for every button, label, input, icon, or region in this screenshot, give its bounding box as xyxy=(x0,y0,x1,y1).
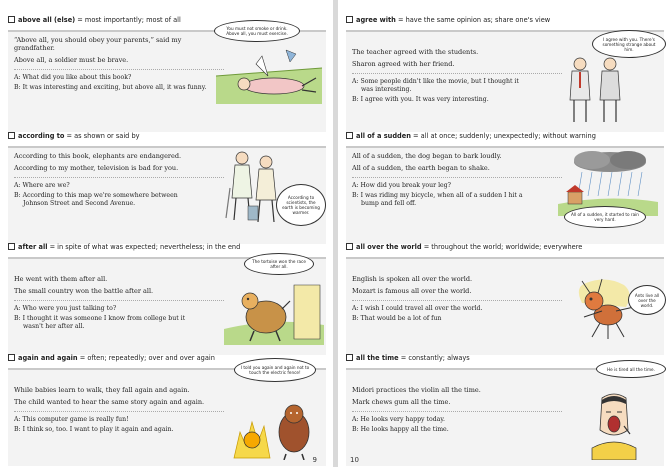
example-sentence: The child wanted to hear the same story again and again. xyxy=(14,397,205,406)
example-sentence: He went with them after all. xyxy=(14,275,108,283)
entry-all-over-the-world xyxy=(346,241,664,355)
example-box xyxy=(346,368,664,466)
illustration-yawning-man xyxy=(584,390,644,460)
speech-bubble: According to scientists, the earth is becoming warmer. xyxy=(276,184,326,226)
dialogue-line: A: I wish I could travel all over the world. xyxy=(352,305,483,313)
example-box xyxy=(346,30,664,132)
page-number: 10 xyxy=(350,456,359,464)
speech-bubble: I agree with you. There's something strange about him. xyxy=(592,30,666,58)
example-box xyxy=(8,146,326,244)
example-sentence: The small country won the battle after all. xyxy=(14,286,154,295)
checkbox-icon xyxy=(8,132,15,139)
dialogue-line: B: I agree with you. It was very interesting. xyxy=(352,95,489,103)
dialogue-line: B: That would be a lot of fun xyxy=(352,314,442,322)
example-sentence: Midori practices the violin all the time. xyxy=(352,386,481,394)
checkbox-icon xyxy=(346,132,353,139)
dialogue-line: B: According to this map we're somewhere between xyxy=(14,191,178,199)
definition: = in spite of what was expected; nevertheless; in the end xyxy=(47,243,241,251)
term: after all xyxy=(18,243,48,251)
example-sentence: The teacher agreed with the students. xyxy=(352,48,479,56)
checkbox-icon xyxy=(8,354,15,361)
example-sentence: According to my mother, television is bad for you. xyxy=(14,163,179,172)
term: according to xyxy=(18,132,65,140)
entry-heading xyxy=(8,241,326,253)
dialogue-line-continued: Johnson Street and Second Avenue. xyxy=(23,199,136,207)
speech-bubble: All of a sudden, it started to rain very hard. xyxy=(564,206,646,228)
right-page xyxy=(338,0,671,467)
entry-all-the-time xyxy=(346,352,664,466)
speech-bubble: I told you again and again not to touch the electric fence! xyxy=(234,358,316,382)
dialogue-line: A: Who were you just talking to? xyxy=(14,305,117,313)
entry-all-of-a-sudden xyxy=(346,130,664,244)
term: all of a sudden xyxy=(356,132,411,140)
dialogue-line-continued: wasn't her after all. xyxy=(23,322,85,330)
entry-according-to xyxy=(8,130,326,244)
definition: = throughout the world; worldwide; everywhere xyxy=(421,243,583,251)
dialogue-line: A: Some people didn't like the movie, but I thought it xyxy=(352,78,519,86)
checkbox-icon xyxy=(8,243,15,250)
illustration-two-men xyxy=(560,54,632,124)
definition: = have the same opinion as; share one's view xyxy=(395,16,551,24)
term: all over the world xyxy=(356,243,422,251)
dialogue-line: B: I thought it was someone I know from college but it xyxy=(14,314,186,322)
dialogue-line-continued: was interesting. xyxy=(361,86,412,94)
definition: = often; repeatedly; over and over again xyxy=(77,354,215,362)
definition: = as shown or said by xyxy=(64,132,140,140)
dialogue-line: B: I think so, too. I want to play it again and again. xyxy=(14,425,174,433)
entry-after-all xyxy=(8,241,326,355)
page-number: 9 xyxy=(312,456,317,464)
example-box xyxy=(8,26,326,132)
dialogue-line: A: Where are we? xyxy=(14,182,70,190)
example-sentence: Mozart is famous all over the world. xyxy=(352,286,472,295)
entry-agree-with xyxy=(346,14,664,132)
dialogue-line: A: This computer game is really fun! xyxy=(14,416,129,424)
dialogue-line-continued: bump and fell off. xyxy=(361,199,417,207)
entry-again-and-again xyxy=(8,352,326,466)
example-sentence: All of a sudden, the dog began to bark loudly. xyxy=(352,152,502,160)
term: again and again xyxy=(18,354,78,362)
illustration-electric-fence xyxy=(230,392,324,460)
entry-heading xyxy=(8,130,326,142)
entry-above-all xyxy=(8,14,326,132)
definition: = constantly; always xyxy=(398,354,470,362)
speech-bubble: He is tired all the time. xyxy=(596,360,666,378)
example-box xyxy=(8,365,326,466)
dialogue-line: B: He looks happy all the time. xyxy=(352,425,449,433)
dialogue-line: B: I was riding my bicycle, when all of a sudden I hit a xyxy=(352,191,523,199)
definition: = all at once; suddenly; unexpectedly; without warning xyxy=(410,132,596,140)
speech-bubble: Ants live all over the world. xyxy=(628,285,666,315)
illustration-fainted-person xyxy=(216,46,322,104)
example-sentence: Mark chews gum all the time. xyxy=(352,397,451,406)
term: agree with xyxy=(356,16,396,24)
dialogue-line: B: It was interesting and exciting, but above all, it was funny. xyxy=(14,83,207,91)
example-sentence: All of a sudden, the earth began to shake. xyxy=(352,163,490,172)
example-sentence: Above all, a soldier must be brave. xyxy=(14,56,129,65)
example-box xyxy=(346,146,664,244)
checkbox-icon xyxy=(8,16,15,23)
entry-heading xyxy=(346,130,664,142)
example-sentence: According to this book, elephants are endangered. xyxy=(14,152,182,160)
dialogue-line: A: He looks very happy today. xyxy=(352,416,446,424)
term: all the time xyxy=(356,354,399,362)
example-box xyxy=(8,257,326,355)
speech-bubble: The tortoise won the race after all. xyxy=(244,253,314,275)
illustration-tortoise xyxy=(224,279,324,345)
illustration-scientists xyxy=(222,148,284,228)
example-sentence: “Above all, you should obey your parents,” said my grandfather. xyxy=(14,36,182,53)
speech-bubble: You must not smoke or drink. Above all, you must exercise. xyxy=(214,20,300,42)
left-page xyxy=(0,0,333,467)
checkbox-icon xyxy=(346,16,353,23)
term: above all (else) xyxy=(18,16,76,24)
example-sentence: Sharon agreed with her friend. xyxy=(352,59,455,68)
dialogue-line: A: What did you like about this book? xyxy=(14,74,132,82)
entry-heading xyxy=(346,14,664,26)
entry-heading xyxy=(346,241,664,253)
example-sentence: While babies learn to walk, they fall again and again. xyxy=(14,386,190,394)
dialogue-line: A: How did you break your leg? xyxy=(352,182,451,190)
example-sentence: English is spoken all over the world. xyxy=(352,275,473,283)
checkbox-icon xyxy=(346,354,353,361)
checkbox-icon xyxy=(346,243,353,250)
definition: = most importantly; most of all xyxy=(75,16,181,24)
example-box xyxy=(346,257,664,355)
